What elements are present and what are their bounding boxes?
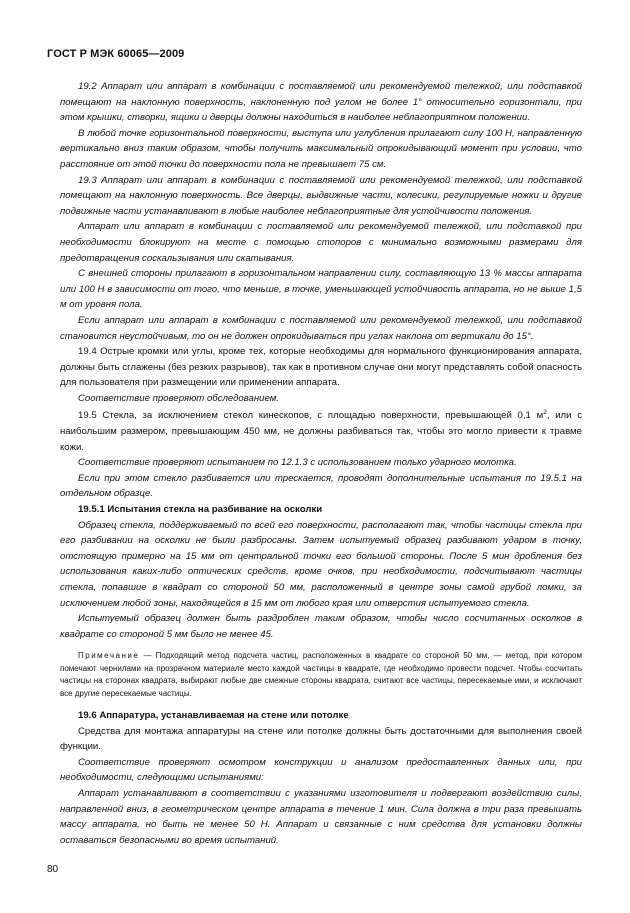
paragraph-mounting-means: Средства для монтажа аппаратуры на стене или потолке должны быть достаточными для выполнения своей функции. <box>60 725 582 753</box>
heading-19-6: 19.6 Аппаратура, устанавливаемая на стене или потолке <box>78 710 349 721</box>
note-label: Примечание <box>78 651 140 661</box>
paragraph-compliance-hammer: Соответствие проверяют испытанием по 12.1.3 с использованием только ударного молотка. <box>78 457 517 469</box>
paragraph-compliance-construction: Соответствие проверяют осмотром конструкции и анализом предоставленных данных или, при необходимости, следующими испытаниями: <box>60 756 582 784</box>
paragraph-compliance-inspection: Соответствие проверяют обследованием. <box>78 392 279 404</box>
note-text: — Подходящий метод подсчета частиц, расположенных в квадрате со стороной 50 мм, — метод, при котором помечают чернилами на прозрачном материале место каждой частицы в квадрате, где необходимо провести подсчет. Чтобы сосчитать частицы на сторонах квадрата, выбирают любые две смежные стороны квадрата, считают все частицы, пересекаемые ими, и исключают все другие пересекаемые частицы. <box>60 651 582 698</box>
document-header: ГОСТ Р МЭК 60065—2009 <box>47 48 185 60</box>
paragraph-19-3: 19.3 Аппарат или аппарат в комбинации с поставляемой или рекомендуемой тележкой, или подставкой помещают на наклонную поверхность. Все дверцы, выдвижные части, колесики, регулируемые ножки и другие подвижные части устанавливают в любые наиболее неблагоприятные для устойчивости положения. <box>60 174 582 217</box>
paragraph-fragment-count: Испытуемый образец должен быть раздроблен таким образом, чтобы число сосчитанных осколков в квадрате со стороной 5 мм было не менее 45. <box>60 613 582 640</box>
paragraph-tilt-15: Если аппарат или аппарат в комбинации с поставляемой или рекомендуемой тележкой, или подставкой становится неустойчивым, то он не должен опрокидываться при углах наклона от вертикали до 15°. <box>60 314 582 342</box>
paragraph-19-5-start: 19.5 Стекла, за исключением стекол кинескопов, с площадью поверхности, превышающей 0,1 м <box>78 410 544 422</box>
paragraph-glass-sample: Образец стекла, поддерживаемый по всей его поверхности, располагают так, чтобы частицы стекла при его разбивании на осколки не были разбросаны. Затем испытуемый образец разбивают ударом в точку, отстоящую примерно на 15 мм от центральной точки его большой стороны. После 5 мин дробления без использования каких-либо оптических средств, кроме очков, при необходимости, подсчитывают частицы стекла, попавшие в квадрат со стороной 50 мм, расположенный в центре зоны самой грубой ломки, за исключением любой зоны, находящейся в 15 мм от любого края или отверстия испытуемого стекла. <box>60 519 582 609</box>
superscript-2: 2 <box>543 409 547 417</box>
document-body <box>60 79 582 848</box>
paragraph-19-2: 19.2 Аппарат или аппарат в комбинации с поставляемой или рекомендуемой тележкой, или подставкой помещают на наклонную поверхность, наклоненную под углом не более 1° относительно горизонтали, при этом крышки, створки, ящики и дверцы должны находиться в наиболее неблагоприятном положении. <box>60 81 582 124</box>
paragraph-force-100n: В любой точке горизонтальной поверхности, выступа или углубления прилагают силу 100 Н, направленную вертикально вниз таким образом, чтобы получить максимальный опрокидывающий момент при условии, что расстояние от этой точки до поверхности пола не превышает 75 см. <box>60 127 582 170</box>
paragraph-19-5 <box>60 408 582 455</box>
page-number: 80 <box>47 864 59 875</box>
paragraph-stoppers: Аппарат или аппарат в комбинации с поставляемой или рекомендуемой тележкой, или подставкой при необходимости блокируют на месте с помощью стопоров с минимально возможными размерами для предотвращения соскальзывания или скатывания. <box>60 221 582 264</box>
paragraph-19-5-end: , или с наибольшим размером, превышающим 450 мм, не должны разбиваться так, чтобы это могло привести к травме кожи. <box>60 410 583 453</box>
paragraph-mounting-test: Аппарат устанавливают в соответствии с указаниями изготовителя и подвергают воздействию силы, направленной вниз, в геометрическом центре аппарата в течение 1 мин. Сила должна в три раза превышать массу аппарата, но быть не менее 50 Н. Аппарат и связанные с ним средства для установки должны оставаться безопасными во время испытаний. <box>60 787 582 846</box>
paragraph-horizontal-force: С внешней стороны прилагают в горизонтальном направлении силу, составляющую 13 % массы аппарата или 100 Н в зависимости от того, что меньше, в точке, уменьшающей устойчивость аппарата, но не выше 1,5 м от уровня пола. <box>60 268 582 311</box>
note-paragraph <box>60 650 582 700</box>
paragraph-19-4: 19.4 Острые кромки или углы, кроме тех, которые необходимы для нормального функционирования аппарата, должны быть сглажены (без резких разрывов), так как в противном случае они могут представлять собой опасность для пользователя при размещении или применении аппарата. <box>60 346 582 389</box>
paragraph-additional-tests: Если при этом стекло разбивается или трескается, проводят дополнительные испытания по 19.5.1 на отдельном образце. <box>60 472 582 500</box>
heading-19-5-1: 19.5.1 Испытания стекла на разбивание на осколки <box>78 504 323 516</box>
